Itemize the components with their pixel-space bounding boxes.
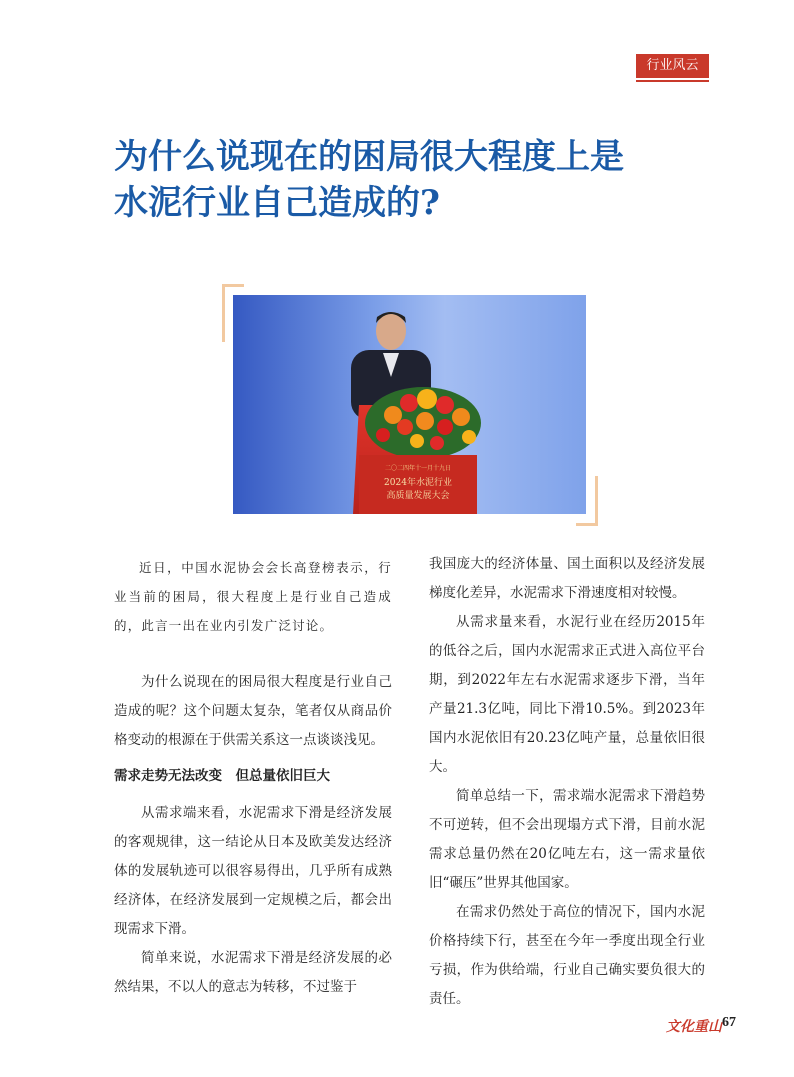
banner-line-2: 高质量发展大会	[386, 491, 450, 501]
section-tag-underline	[636, 80, 709, 82]
right-column	[429, 550, 705, 1014]
title-line-1: 为什么说现在的困局很大程度上是	[114, 137, 624, 177]
photo-illustration	[233, 295, 586, 514]
banner-line-1: 2024年水泥行业	[384, 478, 452, 488]
page-number: 67	[722, 1015, 736, 1030]
right-paragraph-2: 从需求量来看，水泥行业在经历2015年的低谷之后，国内水泥需求正式进入高位平台期，到2022年左右水泥需求逐步下滑，当年产量21.3亿吨，同比下滑10.5%。到2023年国内水泥依旧有20.23亿吨产量，总量依旧很大。	[429, 614, 705, 775]
right-paragraph-4: 在需求仍然处于高位的情况下，国内水泥价格持续下行，甚至在今年一季度出现全行业亏损，作为供给端，行业自己确实要负很大的责任。	[429, 904, 705, 1007]
section-subhead: 需求走势无法改变 但总量依旧巨大	[114, 768, 330, 784]
flower-arrangement	[365, 387, 481, 459]
left-paragraph-1: 为什么说现在的困局很大程度是行业自己造成的呢？这个问题太复杂，笔者仅从商品价格变动的根源在于供需关系这一点谈谈浅见。	[114, 674, 392, 748]
section-tag: 行业风云	[636, 54, 709, 78]
left-column	[114, 553, 392, 1002]
left-paragraph-3: 简单来说，水泥需求下滑是经济发展的必然结果，不以人的意志为转移，不过鉴于	[114, 950, 392, 995]
magazine-brand-logo: 文化重山	[666, 1019, 722, 1035]
banner-small-text: 二〇二四年十一月十九日	[384, 465, 452, 472]
right-paragraph-1: 我国庞大的经济体量、国土面积以及经济发展梯度化差异，水泥需求下滑速度相对较慢。	[429, 556, 705, 601]
left-paragraph-2: 从需求端来看，水泥需求下滑是经济发展的客观规律，这一结论从日本及欧美发达经济体的发展轨迹可以很容易得出，几乎所有成熟经济体，在经济发展到一定规模之后，都会出现需求下滑。	[114, 805, 392, 937]
article-title	[114, 134, 714, 226]
article-photo	[233, 295, 586, 514]
right-paragraph-3: 简单总结一下，需求端水泥需求下滑趋势不可逆转，但不会出现塌方式下滑，目前水泥需求总量仍然在20亿吨左右，这一需求量依旧“碾压”世界其他国家。	[429, 788, 705, 891]
lead-paragraph: 近日，中国水泥协会会长高登榜表示，行业当前的困局，很大程度上是行业自己造成的，此言一出在业内引发广泛讨论。	[114, 560, 392, 633]
title-line-2: 水泥行业自己造成的?	[114, 183, 440, 223]
